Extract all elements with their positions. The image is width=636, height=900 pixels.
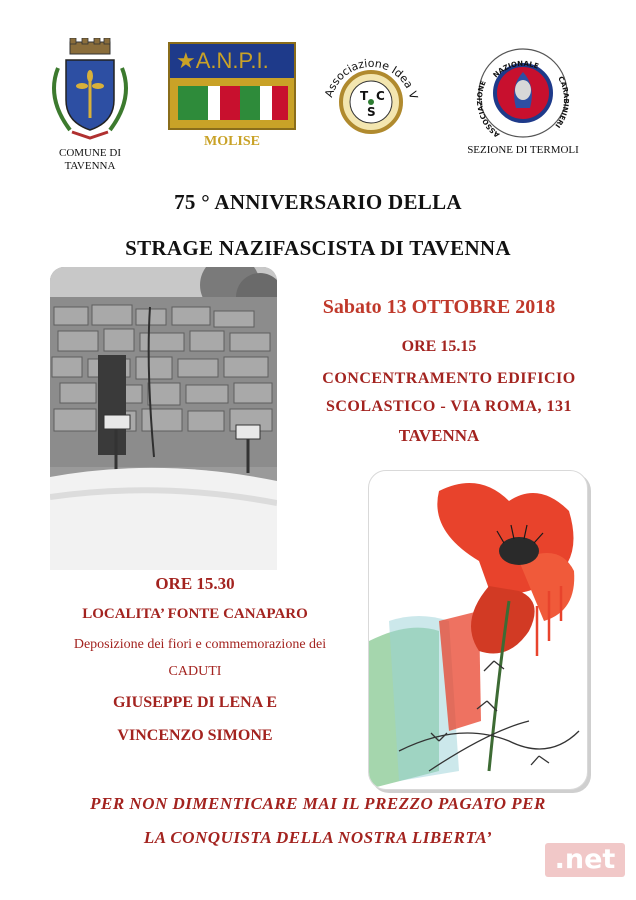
carabinieri-ring-right: CARABINIERI — [553, 75, 571, 130]
event2-caduti: CADUTI — [168, 664, 222, 679]
carabinieri-caption: SEZIONE DI TERMOLI — [467, 144, 579, 156]
event1-date: Sabato 13 OTTOBRE 2018 — [322, 296, 556, 318]
event2-location: LOCALITA’ FONTE CANAPARO — [82, 606, 308, 622]
idea-verde-letter-s: S — [367, 105, 376, 119]
event1-place-line-1: CONCENTRAMENTO EDIFICIO — [322, 370, 576, 387]
carabinieri-ring-top: NAZIONALE — [491, 59, 540, 80]
anpi-flag-icon: ★A.N.P.I. — [168, 42, 296, 130]
footer-line-2: LA CONQUISTA DELLA NOSTRA LIBERTA’ — [143, 828, 493, 847]
watermark: .net — [545, 843, 625, 877]
heading-line-2: STRAGE NAZIFASCISTA DI TAVENNA — [125, 236, 511, 260]
idea-verde-letter-c: C — [376, 89, 385, 103]
idea-verde-letter-t: T — [360, 89, 369, 103]
event2-name-2: VINCENZO SIMONE — [117, 727, 273, 744]
carabinieri-ring-left: ASSOCIAZIONE — [475, 79, 502, 139]
anpi-logo — [168, 42, 296, 152]
event1-time: ORE 15.15 — [401, 338, 477, 355]
carabinieri-seal-icon — [448, 38, 598, 142]
idea-verde-ring-text: Associazione Idea V — [322, 56, 420, 100]
event1-place-line-2: SCOLASTICO - VIA ROMA, 131 — [325, 398, 573, 415]
event2-name-1: GIUSEPPE DI LENA E — [112, 694, 278, 711]
heading-line-1: 75 ° ANNIVERSARIO DELLA — [174, 190, 462, 214]
idea-verde-seal-icon — [318, 38, 424, 144]
footer-line-1: PER NON DIMENTICARE MAI IL PREZZO PAGATO PER — [90, 794, 546, 813]
poppy-illustration — [368, 470, 588, 790]
event1-town: TAVENNA — [398, 426, 480, 445]
anpi-caption: MOLISE — [203, 134, 260, 149]
coat-of-arms-icon — [40, 38, 140, 143]
comune-logo — [40, 38, 140, 173]
event2-time: ORE 15.30 — [155, 574, 235, 593]
idea-verde-logo — [318, 38, 424, 144]
comune-caption: COMUNE DI TAVENNA — [58, 147, 122, 172]
anpi-text: A.N.P.I. — [195, 48, 269, 73]
carabinieri-logo — [448, 38, 598, 168]
event2-description: Deposizione dei fiori e commemorazione dei — [73, 637, 327, 652]
memorial-photo — [50, 267, 277, 570]
logo-row — [0, 30, 636, 180]
